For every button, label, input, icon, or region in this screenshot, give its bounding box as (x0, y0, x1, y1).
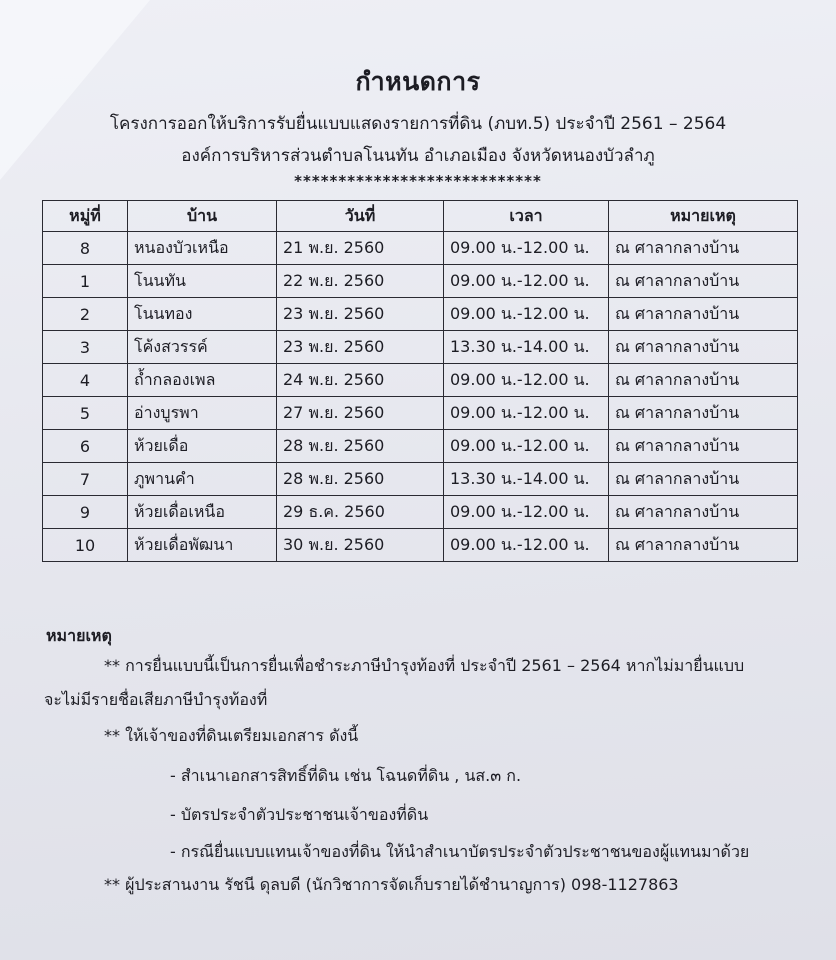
document-bullet-2: - บัตรประจำตัวประชาชนเจ้าของที่ดิน (170, 805, 429, 824)
star-divider: **************************** (294, 172, 542, 190)
table-row (43, 529, 798, 562)
remark-line-2: จะไม่มีรายชื่อเสียภาษีบำรุงท้องที่ (44, 690, 268, 709)
table-row (43, 331, 798, 364)
cell-village: ห้วยเดื่อ (128, 430, 277, 463)
cell-time: 09.00 น.-12.00 น. (444, 364, 609, 397)
cell-date: 23 พ.ย. 2560 (277, 298, 444, 331)
cell-time: 09.00 น.-12.00 น. (444, 298, 609, 331)
cell-date: 23 พ.ย. 2560 (277, 331, 444, 364)
table-row (43, 364, 798, 397)
cell-village: หนองบัวเหนือ (128, 232, 277, 265)
table-row (43, 265, 798, 298)
cell-time: 13.30 น.-14.00 น. (444, 463, 609, 496)
header-date: วันที่ (277, 201, 444, 232)
cell-note: ณ ศาลากลางบ้าน (609, 496, 798, 529)
cell-note: ณ ศาลากลางบ้าน (609, 397, 798, 430)
cell-moo: 3 (43, 331, 128, 364)
cell-time: 09.00 น.-12.00 น. (444, 397, 609, 430)
cell-time: 09.00 น.-12.00 น. (444, 430, 609, 463)
table-row (43, 397, 798, 430)
cell-village: ถ้ำกลองเพล (128, 364, 277, 397)
cell-moo: 8 (43, 232, 128, 265)
cell-village: โนนทัน (128, 265, 277, 298)
organization-subtitle: องค์การบริหารส่วนตำบลโนนทัน อำเภอเมือง จังหวัดหนองบัวลำภู (181, 146, 655, 166)
header-village: บ้าน (128, 201, 277, 232)
cell-date: 22 พ.ย. 2560 (277, 265, 444, 298)
cell-date: 28 พ.ย. 2560 (277, 463, 444, 496)
cell-moo: 10 (43, 529, 128, 562)
cell-time: 09.00 น.-12.00 น. (444, 529, 609, 562)
document-title: กำหนดการ (355, 67, 481, 96)
remark-line-3: ** ให้เจ้าของที่ดินเตรียมเอกสาร ดังนี้ (104, 726, 359, 745)
table-row (43, 463, 798, 496)
cell-note: ณ ศาลากลางบ้าน (609, 529, 798, 562)
document-bullet-1: - สำเนาเอกสารสิทธิ์ที่ดิน เช่น โฉนดที่ดิน , นส.๓ ก. (170, 766, 522, 785)
remarks-heading: หมายเหตุ (46, 626, 112, 645)
cell-village: โค้งสวรรค์ (128, 331, 277, 364)
cell-date: 27 พ.ย. 2560 (277, 397, 444, 430)
cell-time: 09.00 น.-12.00 น. (444, 232, 609, 265)
cell-date: 28 พ.ย. 2560 (277, 430, 444, 463)
table-row (43, 496, 798, 529)
schedule-table (42, 200, 798, 562)
header-note: หมายเหตุ (609, 201, 798, 232)
cell-village: ห้วยเดื่อเหนือ (128, 496, 277, 529)
cell-moo: 9 (43, 496, 128, 529)
cell-note: ณ ศาลากลางบ้าน (609, 331, 798, 364)
cell-village: ห้วยเดื่อพัฒนา (128, 529, 277, 562)
cell-note: ณ ศาลากลางบ้าน (609, 364, 798, 397)
cell-moo: 5 (43, 397, 128, 430)
cell-moo: 6 (43, 430, 128, 463)
cell-date: 24 พ.ย. 2560 (277, 364, 444, 397)
cell-note: ณ ศาลากลางบ้าน (609, 232, 798, 265)
header-time: เวลา (444, 201, 609, 232)
cell-time: 09.00 น.-12.00 น. (444, 265, 609, 298)
table-row (43, 232, 798, 265)
cell-note: ณ ศาลากลางบ้าน (609, 430, 798, 463)
cell-date: 30 พ.ย. 2560 (277, 529, 444, 562)
cell-moo: 7 (43, 463, 128, 496)
project-subtitle: โครงการออกให้บริการรับยื่นแบบแสดงรายการที่ดิน (ภบท.5) ประจำปี 2561 – 2564 (109, 114, 727, 134)
document-bullet-3: - กรณียื่นแบบแทนเจ้าของที่ดิน ให้นำสำเนาบัตรประจำตัวประชาชนของผู้แทนมาด้วย (170, 842, 750, 861)
cell-moo: 2 (43, 298, 128, 331)
table-row (43, 430, 798, 463)
cell-time: 09.00 น.-12.00 น. (444, 496, 609, 529)
header-moo: หมู่ที่ (43, 201, 128, 232)
table-header-row (43, 201, 798, 232)
cell-date: 21 พ.ย. 2560 (277, 232, 444, 265)
cell-moo: 4 (43, 364, 128, 397)
contact-line: ** ผู้ประสานงาน รัชนี ดุลบดี (นักวิชาการจัดเก็บรายได้ชำนาญการ) 098-1127863 (104, 875, 679, 894)
cell-note: ณ ศาลากลางบ้าน (609, 265, 798, 298)
cell-note: ณ ศาลากลางบ้าน (609, 298, 798, 331)
cell-village: โนนทอง (128, 298, 277, 331)
cell-moo: 1 (43, 265, 128, 298)
cell-note: ณ ศาลากลางบ้าน (609, 463, 798, 496)
cell-date: 29 ธ.ค. 2560 (277, 496, 444, 529)
cell-time: 13.30 น.-14.00 น. (444, 331, 609, 364)
remark-line-1: ** การยื่นแบบนี้เป็นการยื่นเพื่อชำระภาษีบำรุงท้องที่ ประจำปี 2561 – 2564 หากไม่มายื่นแบบ (104, 656, 745, 675)
cell-village: ภูพานคำ (128, 463, 277, 496)
cell-village: อ่างบูรพา (128, 397, 277, 430)
table-row (43, 298, 798, 331)
